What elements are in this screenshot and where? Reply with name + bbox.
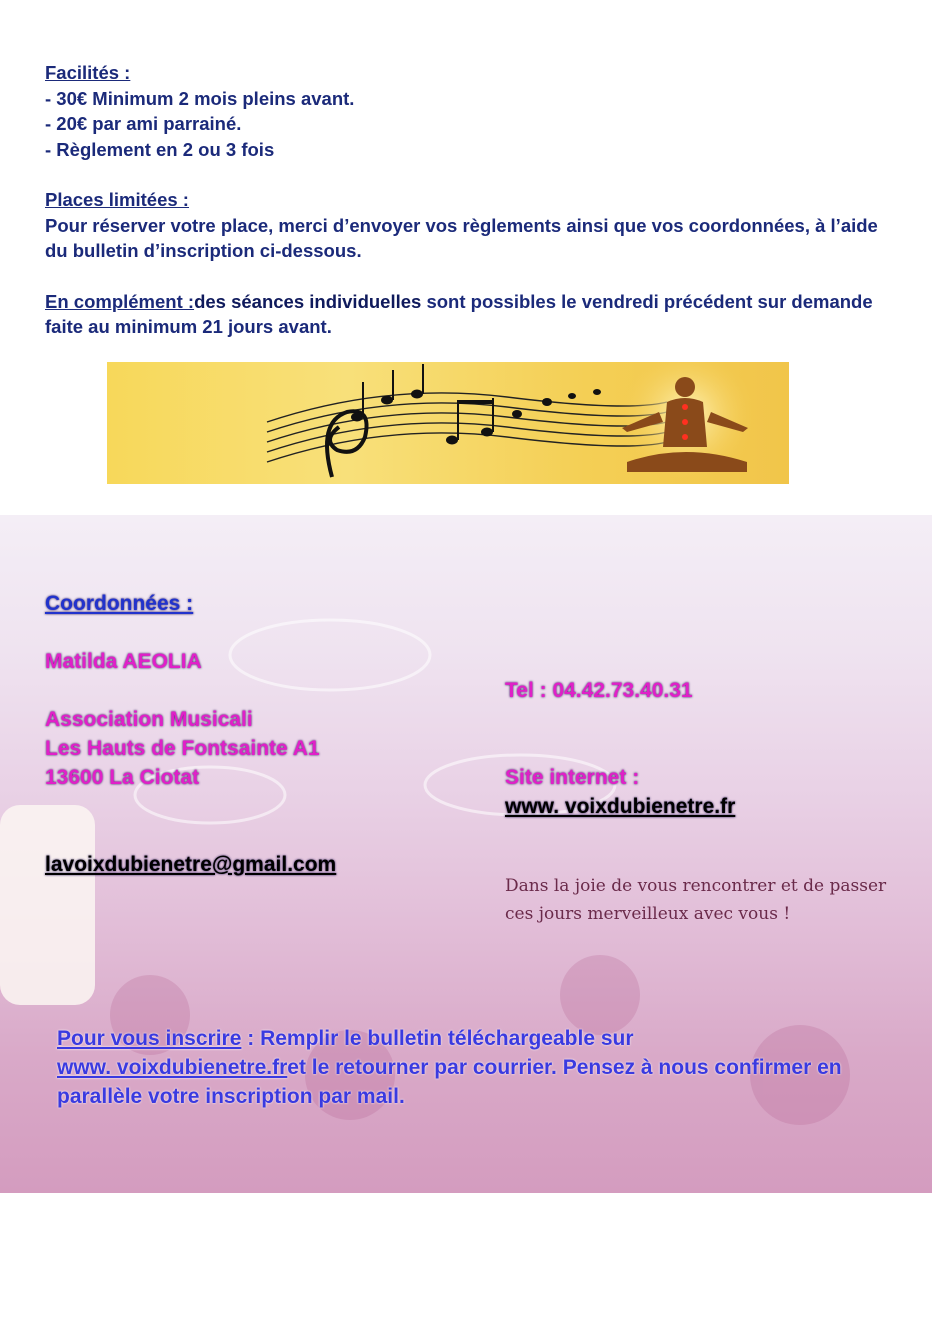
complement-paragraph bbox=[45, 289, 905, 340]
inscription-link[interactable]: Pour vous inscrire bbox=[57, 1027, 242, 1050]
complement-title: En complément : bbox=[45, 290, 195, 312]
complement-bold: des séances individuelles bbox=[194, 290, 422, 312]
contact-name: Matilda AEOLIA bbox=[45, 650, 202, 673]
places-title: Places limitées : bbox=[45, 189, 189, 210]
email-link[interactable]: lavoixdubienetre@gmail.com bbox=[45, 853, 337, 876]
site-link[interactable]: www. voixdubienetre.fr bbox=[505, 795, 736, 818]
facilite-line-2: - 20€ par ami parrainé. bbox=[45, 113, 242, 134]
music-meditation-illustration bbox=[107, 362, 789, 484]
inscription-paragraph bbox=[57, 1024, 877, 1111]
site-label: Site internet : bbox=[505, 766, 640, 789]
places-text: Pour réserver votre place, merci d’envoyer vos règlements ainsi que vos coordonnées, à l’aide du bulletin d’inscription ci-dessous. bbox=[45, 214, 878, 261]
facilites-title: Facilités : bbox=[45, 62, 131, 83]
contact-tel: Tel : 04.42.73.40.31 bbox=[505, 679, 693, 702]
info-section bbox=[45, 60, 905, 340]
inscription-text-2: et le retourner par courrier. Pensez à nous confirmer en parallèle votre inscription par mail. bbox=[57, 1056, 842, 1108]
facilite-line-1: - 30€ Minimum 2 mois pleins avant. bbox=[45, 87, 355, 109]
contact-address: Les Hauts de Fontsainte A1 bbox=[45, 737, 320, 760]
contact-title: Coordonnées : bbox=[45, 592, 194, 615]
music-meditation-banner bbox=[107, 362, 789, 484]
inscription-site-link[interactable]: www. voixdubienetre.fr bbox=[57, 1056, 288, 1079]
closing-message: Dans la joie de vous rencontrer et de passer ces jours merveilleux avec vous ! bbox=[505, 876, 887, 924]
contact-city: 13600 La Ciotat bbox=[45, 766, 200, 789]
facilite-line-3: - Règlement en 2 ou 3 fois bbox=[45, 138, 275, 160]
complement-rest: sont possibles le vendredi précédent sur demande faite au minimum 21 jours avant. bbox=[45, 290, 873, 337]
contact-org: Association Musicali bbox=[45, 708, 253, 731]
inscription-text-1: : Remplir le bulletin téléchargeable sur bbox=[241, 1027, 634, 1050]
